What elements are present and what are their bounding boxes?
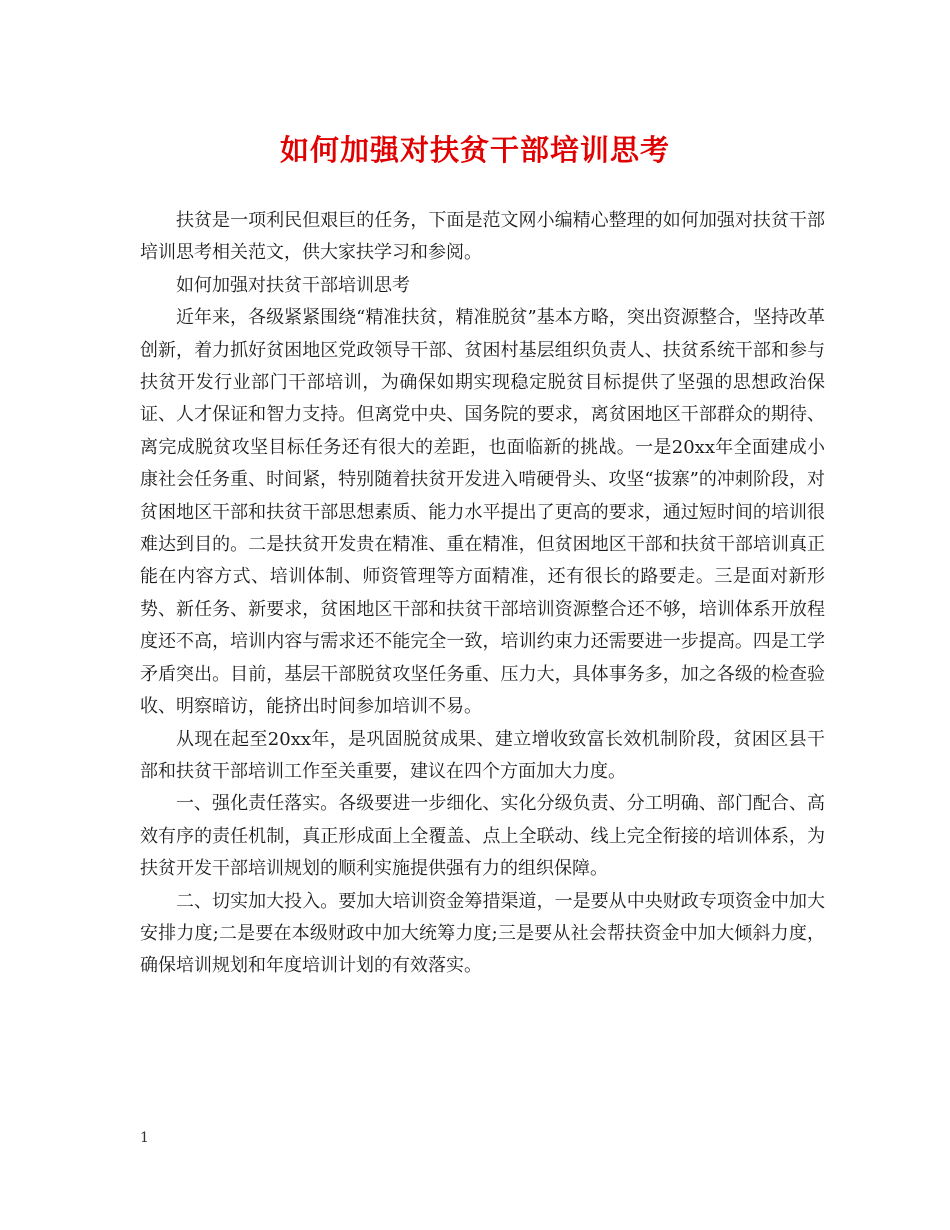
body-paragraph: 二、切实加大投入。要加大培训资金筹措渠道，一是要从中央财政专项资金中加大安排力度;二是要在本级财政中加大统筹力度;三是要从社会帮扶资金中加大倾斜力度，确保培训规划和年度培训计划的有效落实。 [140, 890, 825, 977]
intro-paragraph: 扶贫是一项利民但艰巨的任务，下面是范文网小编精心整理的如何加强对扶贫干部培训思考相关范文，供大家扶学习和参阅。 [140, 210, 825, 264]
body-paragraph: 一、强化责任落实。各级要进一步细化、实化分级负责、分工明确、部门配合、高效有序的责任机制，真正形成面上全覆盖、点上全联动、线上完全衔接的培训体系，为扶贫开发干部培训规划的顺利实施提供强有力的组织保障。 [140, 793, 825, 880]
document-body [140, 205, 825, 983]
page-number: 1 [140, 1130, 149, 1146]
body-paragraph: 从现在起至20xx年，是巩固脱贫成果、建立增收致富长效机制阶段，贫困区县干部和扶贫干部培训工作至关重要，建议在四个方面加大力度。 [140, 728, 825, 782]
body-paragraph: 近年来，各级紧紧围绕“精准扶贫，精准脱贫”基本方略，突出资源整合，坚持改革创新，着力抓好贫困地区党政领导干部、贫困村基层组织负责人、扶贫系统干部和参与扶贫开发行业部门干部培训，为确保如期实现稳定脱贫目标提供了坚强的思想政治保证、人才保证和智力支持。但离党中央、国务院的要求，离贫困地区干部群众的期待、离完成脱贫攻坚目标任务还有很大的差距，也面临新的挑战。一是20xx年全面建成小康社会任务重、时间紧，特别随着扶贫开发进入啃硬骨头、攻坚“拔寨”的冲刺阶段，对贫困地区干部和扶贫干部思想素质、能力水平提出了更高的要求，通过短时间的培训很难达到目的。二是扶贫开发贵在精准、重在精准，但贫困地区干部和扶贫干部培训真正能在内容方式、培训体制、师资管理等方面精准，还有很长的路要走。三是面对新形势、新任务、新要求，贫困地区干部和扶贫干部培训资源整合还不够，培训体系开放程度还不高，培训内容与需求还不能完全一致，培训约束力还需要进一步提高。四是工学矛盾突出。目前，基层干部脱贫攻坚任务重、压力大，具体事务多，加之各级的检查验收、明察暗访，能挤出时间参加培训不易。 [140, 307, 825, 718]
subtitle-paragraph: 如何加强对扶贫干部培训思考 [176, 274, 410, 296]
page-title: 如何加强对扶贫干部培训思考 [279, 133, 670, 167]
